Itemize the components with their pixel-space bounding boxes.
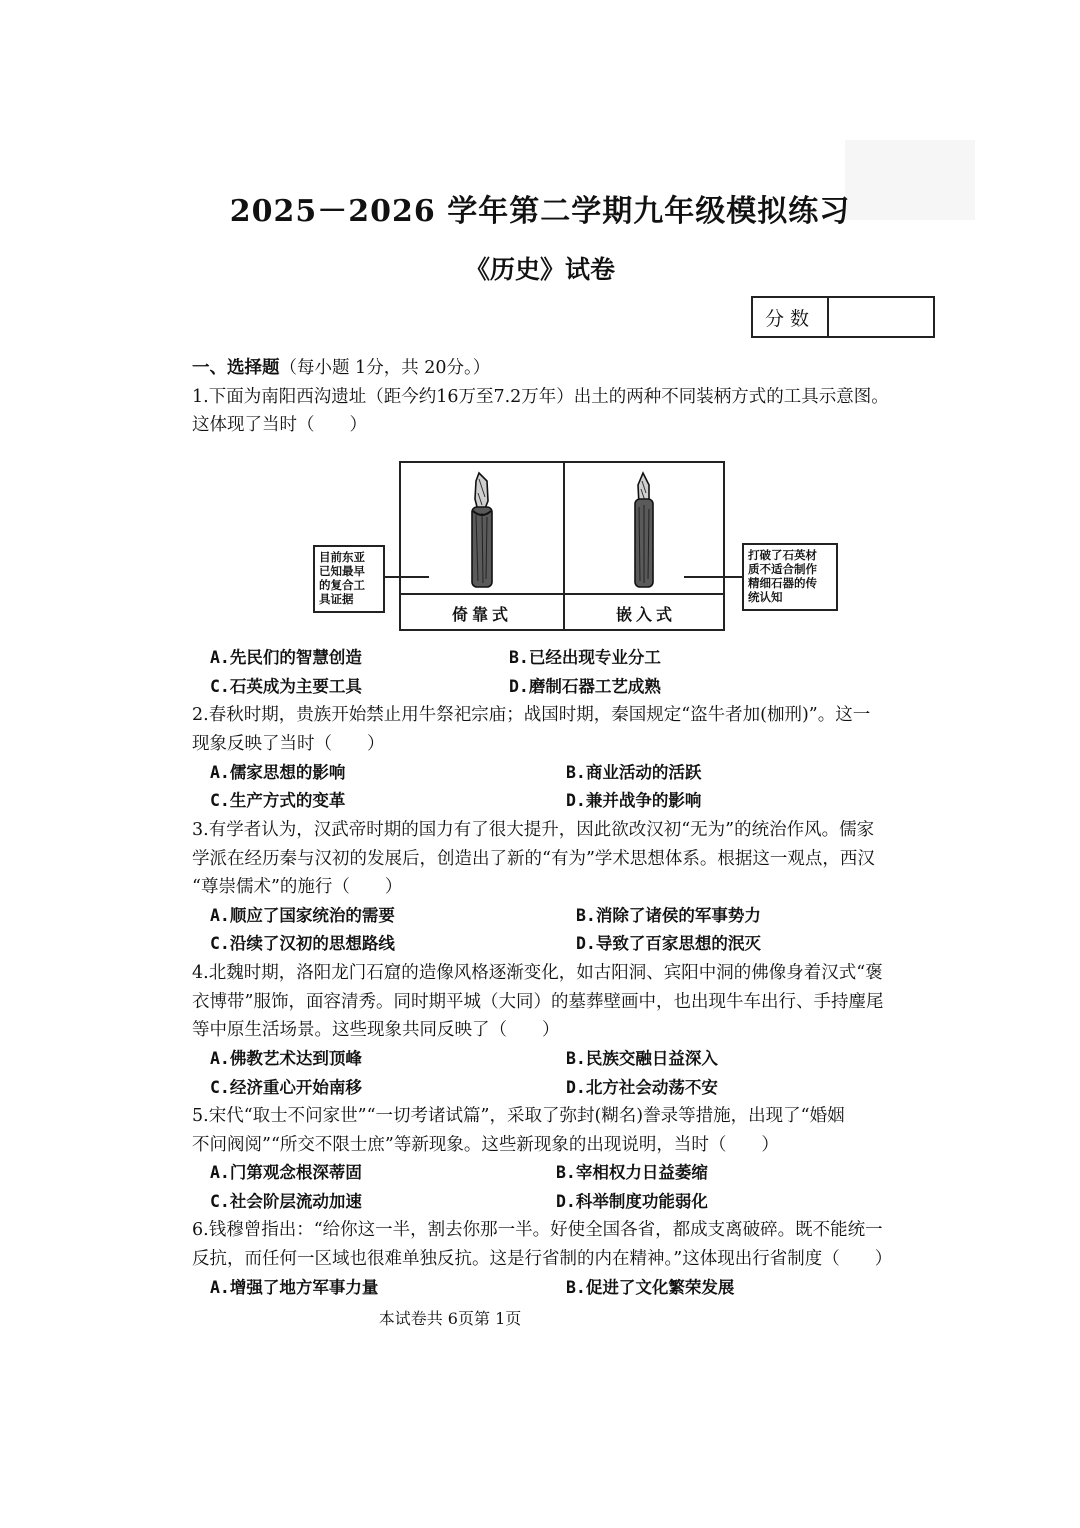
question-2-line-2: 现象反映了当时（ ） [192, 734, 385, 754]
right-callout: 打破了石英材 质不适合制作 精细石器的传 统认知 [742, 543, 838, 611]
section-title: 一、选择题 [192, 358, 280, 378]
left-tool-label: 倚靠式 [451, 604, 512, 624]
question-2-option-a[interactable]: A.儒家思想的影响 [210, 763, 346, 782]
question-3-option-c[interactable]: C.沿续了汉初的思想路线 [210, 934, 395, 953]
question-2-option-b[interactable]: B.商业活动的活跃 [566, 763, 702, 782]
section-heading [192, 357, 490, 379]
tool-figure [399, 461, 725, 631]
score-box [751, 296, 935, 338]
section-note: （每小题 1分，共 20分。） [279, 358, 491, 378]
question-5-line-1: 5.宋代“取士不问家世”“一切考诸试篇”，采取了弥封(糊名)誊录等措施，出现了“婚姻 [192, 1106, 845, 1126]
question-3-option-b[interactable]: B.消除了诸侯的军事势力 [576, 906, 761, 925]
question-1-line-1: 1.下面为南阳西沟遗址（距今约16万至7.2万年）出土的两种不同装柄方式的工具示意图。 [192, 387, 889, 407]
question-5-option-c[interactable]: C.社会阶层流动加速 [210, 1192, 362, 1211]
question-1-option-d[interactable]: D.磨制石器工艺成熟 [509, 677, 661, 696]
question-6-option-b[interactable]: B.促进了文化繁荣发展 [566, 1278, 735, 1297]
question-3-line-3: “尊崇儒术”的施行（ ） [192, 877, 403, 897]
question-4-option-b[interactable]: B.民族交融日益深入 [566, 1049, 718, 1068]
question-4-option-a[interactable]: A.佛教艺术达到顶峰 [210, 1049, 362, 1068]
question-2-option-c[interactable]: C.生产方式的变革 [210, 791, 346, 810]
left-callout: 目前东亚 已知最早 的复合工 具证据 [313, 545, 385, 613]
score-label: 分数 [753, 298, 829, 336]
question-3-line-1: 3.有学者认为，汉武帝时期的国力有了很大提升，因此欲改汉初“无为”的统治作风。儒家 [192, 820, 875, 840]
question-6-line-1: 6.钱穆曾指出：“给你这一半，割去你那一半。好使全国各省，都成支离破碎。既不能统一 [192, 1220, 883, 1240]
page-footer: 本试卷共 6页第 1页 [378, 1309, 522, 1328]
question-1-option-a[interactable]: A.先民们的智慧创造 [210, 648, 362, 667]
question-3-option-a[interactable]: A.顺应了国家统治的需要 [210, 906, 395, 925]
question-3-line-2: 学派在经历秦与汉初的发展后，创造出了新的“有为”学术思想体系。根据这一观点，西汉 [192, 849, 875, 869]
question-6-option-a[interactable]: A.增强了地方军事力量 [210, 1278, 379, 1297]
hafted-tool-icon [457, 471, 507, 591]
question-5-option-d[interactable]: D.科举制度功能弱化 [556, 1192, 708, 1211]
score-field[interactable] [829, 298, 933, 336]
question-4-line-2: 衣博带”服饰，面容清秀。同时期平城（大同）的墓葬壁画中，也出现牛车出行、手持麈尾 [192, 992, 884, 1012]
exam-subtitle: 《历史》试卷 [464, 255, 615, 284]
question-6-line-2: 反抗，而任何一区域也很难单独反抗。这是行省制的内在精神。”这体现出行省制度（ ） [192, 1249, 893, 1269]
question-1-line-2: 这体现了当时（ ） [192, 415, 367, 435]
question-4-option-d[interactable]: D.北方社会动荡不安 [566, 1078, 718, 1097]
question-3-option-d[interactable]: D.导致了百家思想的泯灭 [576, 934, 761, 953]
question-4-line-3: 等中原生活场景。这些现象共同反映了（ ） [192, 1020, 560, 1040]
question-5-line-2: 不问阀阅”“所交不限士庶”等新现象。这些新现象的出现说明，当时（ ） [192, 1135, 779, 1155]
question-2-option-d[interactable]: D.兼并战争的影响 [566, 791, 702, 810]
question-4-line-1: 4.北魏时期，洛阳龙门石窟的造像风格逐渐变化，如古阳洞、宾阳中洞的佛像身着汉式“褒 [192, 963, 883, 983]
hafted-tool-icon [619, 471, 669, 591]
question-1-option-c[interactable]: C.石英成为主要工具 [210, 677, 362, 696]
question-5-option-b[interactable]: B.宰相权力日益萎缩 [556, 1163, 708, 1182]
question-5-option-a[interactable]: A.门第观念根深蒂固 [210, 1163, 362, 1182]
question-4-option-c[interactable]: C.经济重心开始南移 [210, 1078, 362, 1097]
question-2-line-1: 2.春秋时期，贵族开始禁止用牛祭祀宗庙；战国时期，秦国规定“盗牛者加(枷刑)”。这一 [192, 705, 871, 725]
right-tool-label: 嵌入式 [615, 604, 676, 624]
exam-title: 2025－2026 学年第二学期九年级模拟练习 [229, 194, 851, 229]
question-1-option-b[interactable]: B.已经出现专业分工 [509, 648, 661, 667]
figure-label-row [401, 593, 723, 595]
